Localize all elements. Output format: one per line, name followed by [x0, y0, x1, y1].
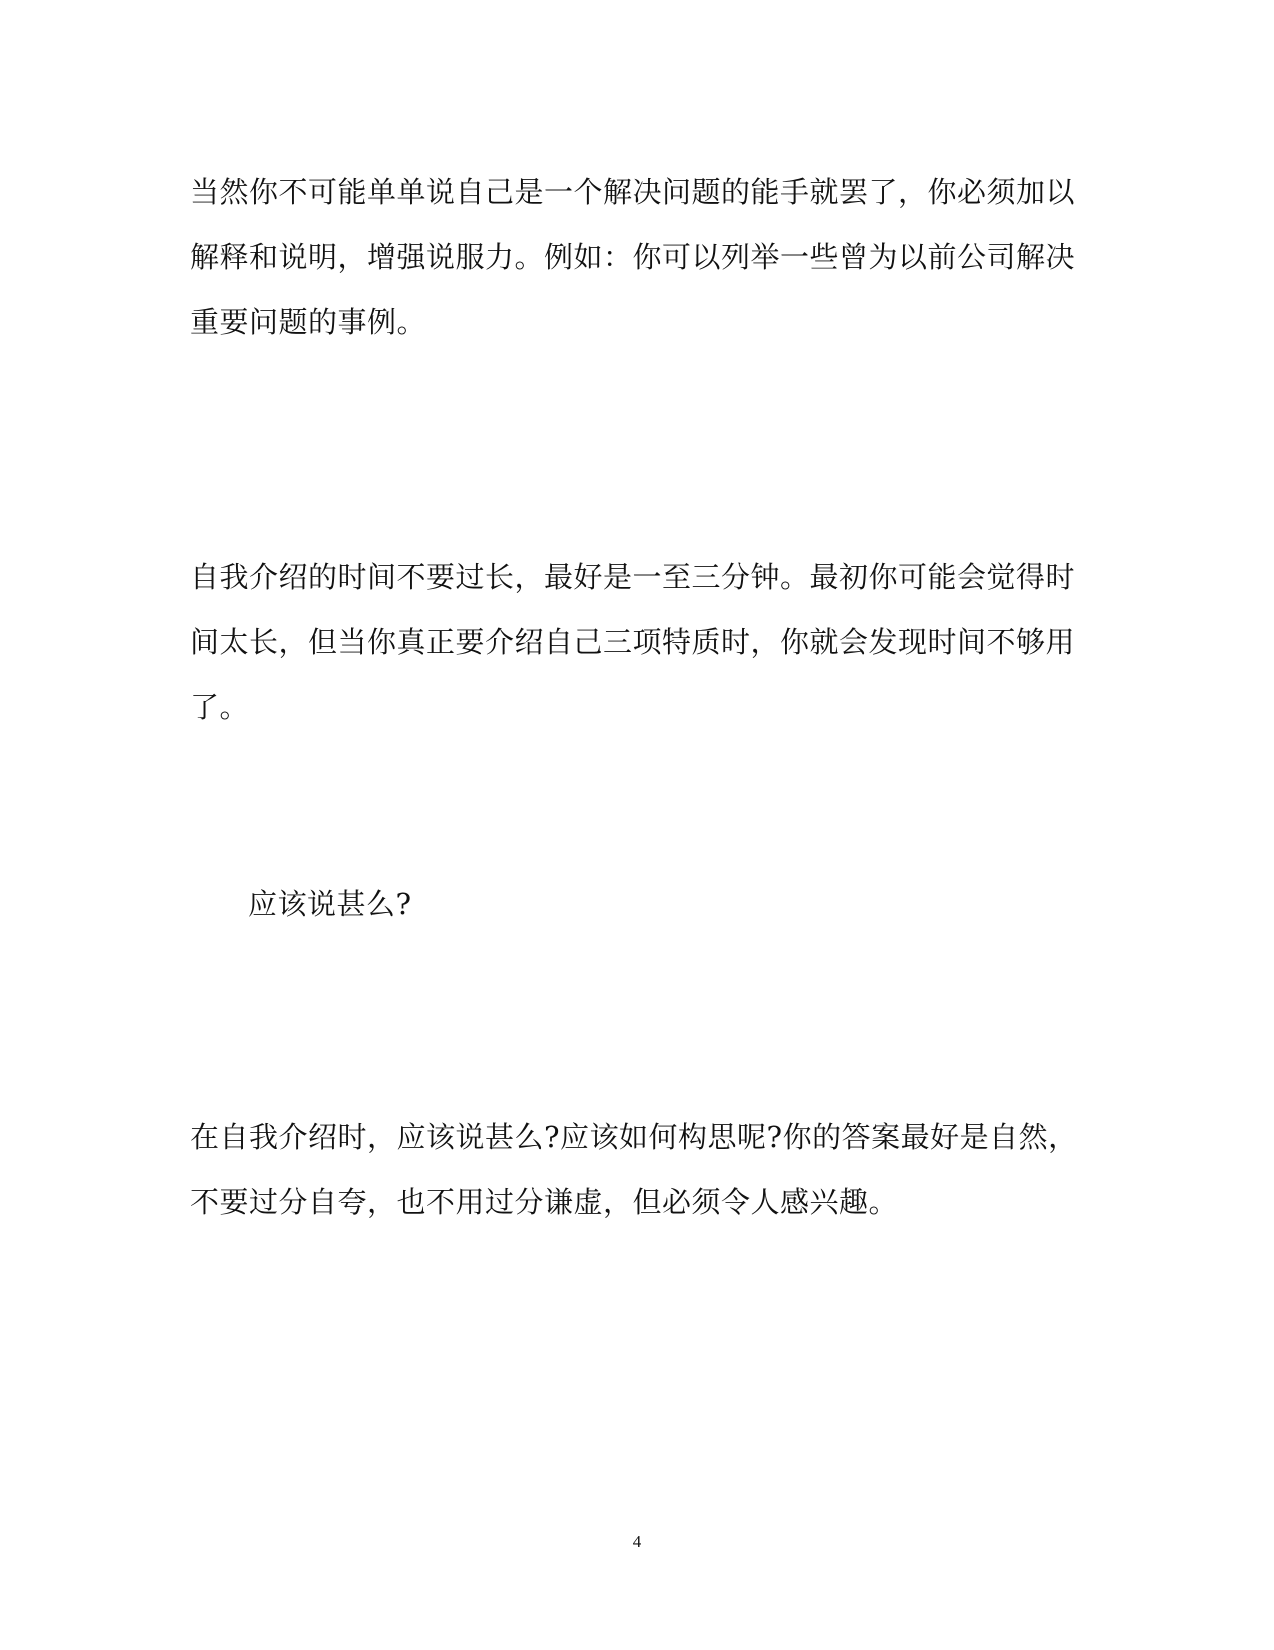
page-number: 4	[632, 1532, 642, 1551]
paragraph-intro-duration	[190, 545, 1076, 740]
text-line: 不要过分自夸，也不用过分谦虚，但必须令人感兴趣。	[190, 1185, 899, 1219]
text-line: 自我介绍的时间不要过长，最好是一至三分钟。最初你可能会觉得时	[190, 560, 1076, 594]
text-line: 当然你不可能单单说自己是一个解决问题的能手就罢了，你必须加以	[190, 175, 1076, 209]
paragraph-problem-solver	[190, 160, 1076, 355]
text-line: 了。	[190, 690, 250, 724]
paragraph-what-to-say	[190, 1105, 1078, 1235]
text-line: 重要问题的事例。	[190, 305, 427, 339]
section-heading: 应该说甚么?	[248, 887, 412, 921]
text-line: 解释和说明，增强说服力。例如：你可以列举一些曾为以前公司解决	[190, 240, 1076, 274]
text-line: 在自我介绍时，应该说甚么?应该如何构思呢?你的答案最好是自然，	[190, 1120, 1078, 1154]
text-line: 间太长，但当你真正要介绍自己三项特质时，你就会发现时间不够用	[190, 625, 1076, 659]
